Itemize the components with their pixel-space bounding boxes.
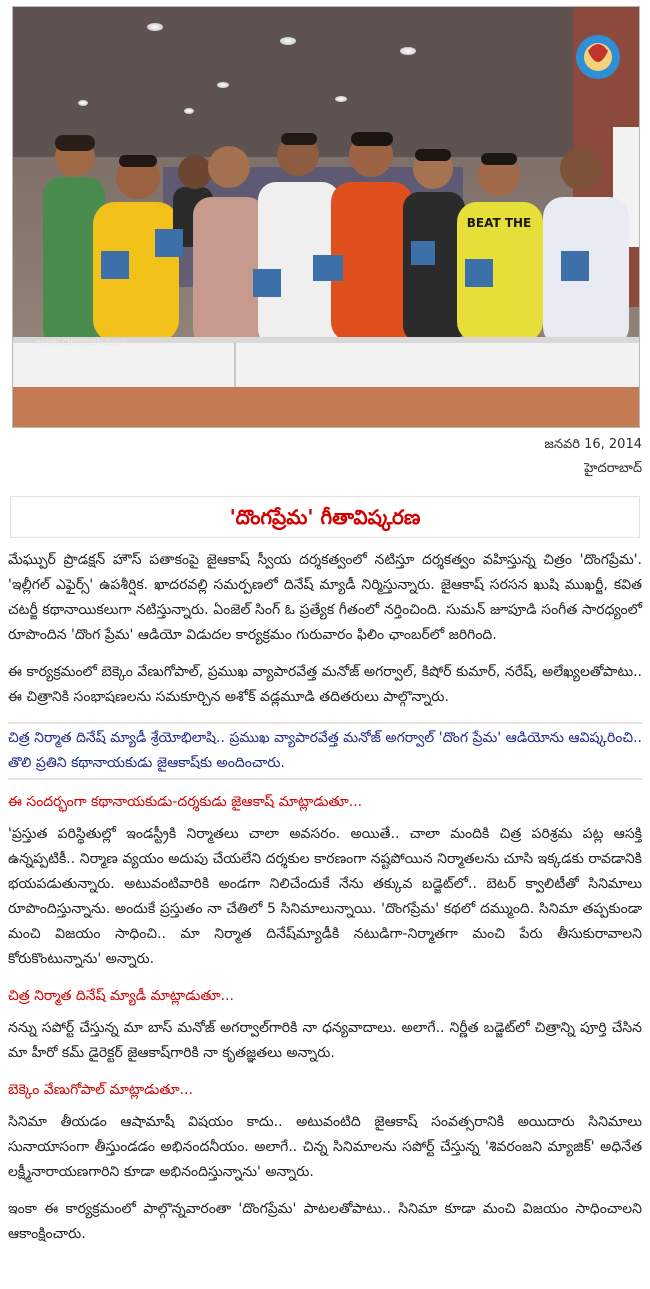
article-headline: 'దొంగప్రేమ' గీతావిష్కరణ: [229, 505, 421, 529]
article-date: జనవరి 16, 2014: [544, 437, 642, 452]
subheading-venugopal: బెక్కెం వేణుగోపాల్ మాట్లాడుతూ...: [8, 1082, 193, 1098]
paragraph-venugopal-quote: సినిమా తీయడం ఆషామాషీ విషయం కాదు.. అటువంటిది జైఆకాష్ సంవత్సరానికి అయిదారు సినిమాలు సునాయాసంగా తీస్తుండడం అభినందనీయం. అలాగే.. చిన్న సినిమాలను సపోర్ట్ చేస్తున్న 'శివరంజని మ్యాజిక్' అధినేత లక్ష్మీనారాయణగారిని కూడా అభినందిస్తున్నాను' అన్నారు.: [8, 1114, 642, 1180]
photo-watermark: www.cinejosh.com: [35, 337, 128, 348]
article-location: హైదరాబాద్: [584, 461, 642, 476]
subheading-producer: చిత్ర నిర్మాత దినేష్ మ్యాడీ మాట్లాడుతూ...: [8, 988, 234, 1004]
subheading-hero-director: ఈ సందర్భంగా కథానాయకుడు-దర్శకుడు జైఆకాష్ మాట్లాడుతూ...: [8, 794, 363, 810]
headline-box: [10, 496, 640, 538]
paragraph-closing: ఇంకా ఈ కార్యక్రమంలో పాల్గొన్నవారంతా 'దొంగప్రేమ' పాటలతోపాటు.. సినిమా కూడా మంచి విజయం సాధించాలని ఆకాంక్షించారు.: [8, 1201, 642, 1242]
article-body: [8, 548, 642, 1259]
paragraph-producer-quote: నన్ను సపోర్ట్ చేస్తున్న మా బాస్ మనోజ్ అగర్వాల్‌గారికి నా ధన్యవాదాలు. అలాగే.. నిర్ణీత బడ్జెట్‌లో చిత్రాన్ని పూర్తి చేసిన మా హీరో కమ్ డైరెక్టర్ జైఆకాష్‌గారికి నా కృతజ్ఞతలు అన్నారు.: [8, 1020, 642, 1061]
event-photo-illustration: [13, 7, 639, 427]
event-photo: [12, 6, 640, 428]
svg-text:BEAT THE: BEAT THE: [466, 216, 532, 230]
paragraph-attendees: ఈ కార్యక్రమంలో బెక్కెం వేణుగోపాల్, ప్రముఖ వ్యాపారవేత్త మనోజ్ అగర్వాల్, కిషోర్ కుమార్, నరేష్, అలేఖ్యలతోపాటు.. ఈ చిత్రానికి సంభాషణలను సమకూర్చిన అశోక్ వడ్లమూడి తదితరులు పాల్గొన్నారు.: [8, 664, 642, 705]
paragraph-intro: మేఘ్పుర్ ప్రొడక్షన్ హౌస్ పతాకంపై జైఆకాష్ స్వీయ దర్శకత్వంలో నటిస్తూ దర్శకత్వం వహిస్తున్న చిత్రం 'దొంగప్రేమ'. 'ఇల్లీగల్ ఎఫైర్స్' ఉపశీర్షిక. ఖాదరవల్లి సమర్పణలో దినేష్ మ్యాడీ నిర్మిస్తున్నారు. జైఆకాష్ సరసన ఖుషి ముఖర్జీ, కవిత చటర్జీ కథానాయికలుగా నటిస్తున్నారు. ఏంజెల్ సింగ్ ఓ ప్రత్యేక గీతంలో నర్తించింది. సుమన్ జూపూడి సంగీత సారధ్యంలో రూపొందిన 'దొంగ ప్రేమ' ఆడియో విడుదల కార్యక్రమం గురువారం ఫిలిం ఛాంబర్‌లో జరిగింది.: [8, 552, 642, 643]
highlight-paragraph: చిత్ర నిర్మాత దినేష్ మ్యాడీ శ్రేయోభిలాషి.. ప్రముఖ వ్యాపారవేత్త మనోజ్ అగర్వాల్ 'దొంగ ప్రేమ' ఆడియోను ఆవిష్కరించి.. తొలి ప్రతిని కథానాయకుడు జైఆకాష్‌కు అందించారు.: [8, 722, 642, 780]
channel-logo: [576, 35, 620, 79]
paragraph-hero-quote: 'ప్రస్తుత పరిస్థితుల్లో ఇండస్ట్రీకి నిర్మాతలు చాలా అవసరం. అయితే.. చాలా మందికి చిత్ర పరిశ్రమ పట్ల ఆసక్తి ఉన్నప్పటికీ.. నిర్మాణ వ్యయం అదుపు చేయలేని దర్శకుల కారణంగా నష్టపోయిన నిర్మాతలను చూసి ఇక్కడకు రావడానికి భయపడుతున్నారు. అటువంటివారికి అండగా నిలిచేందుకే నేను తక్కువ బడ్జెట్‌లో.. బెటర్ క్వాలిటీతో సినిమాలు రూపొందిస్తున్నాను. అందుకే ప్రస్తుతం నా చేతిలో 5 సినిమాలున్నాయి. 'దొంగప్రేమ' కథలో దమ్ముంది. సినిమా తప్పకుండా మంచి విజయం సాధించి.. మా నిర్మాత దినేష్‌మ్యాడీకి నటుడిగా-నిర్మాతగా మంచి పేరు తీసుకురావాలని కోరుకొంటున్నాను' అన్నారు.: [8, 826, 642, 967]
